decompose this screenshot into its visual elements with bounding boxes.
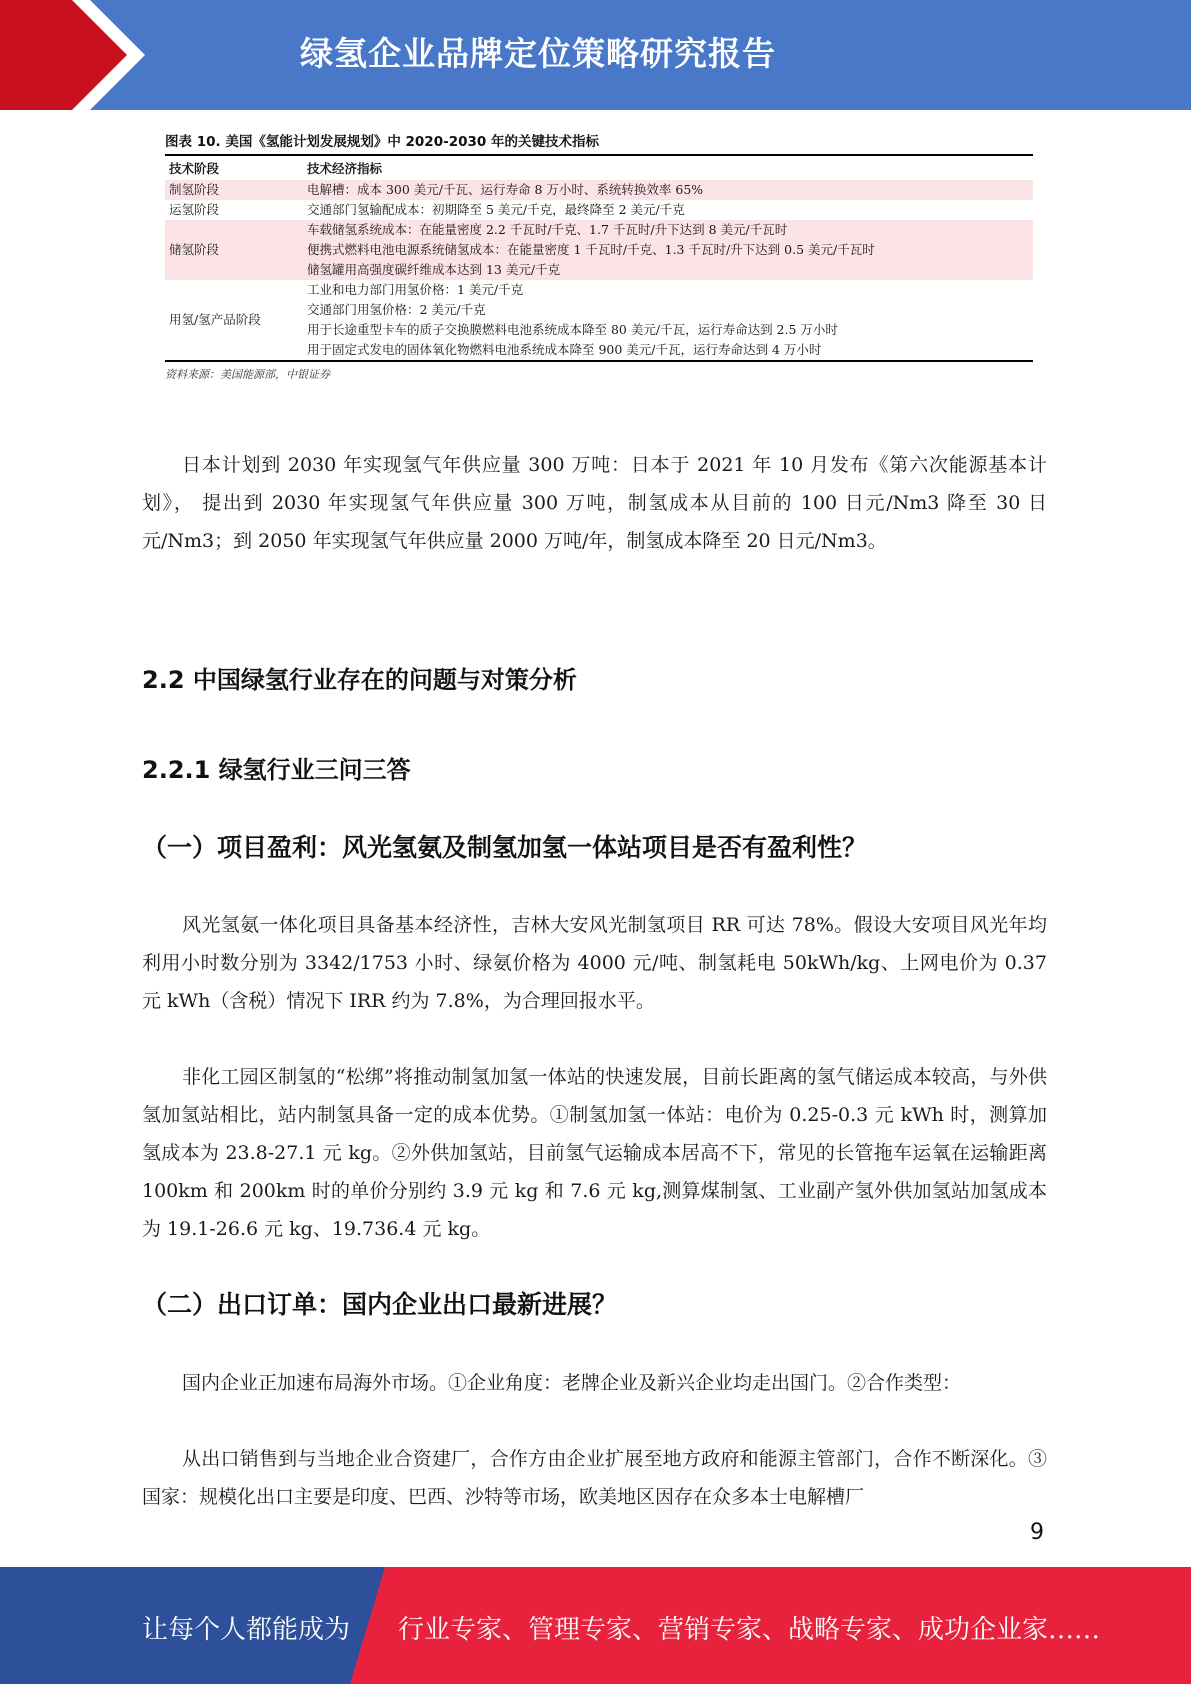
- indicator-cell: [303, 220, 1033, 280]
- indicator-line: 储氢罐用高强度碳纤维成本达到 13 美元/千克: [307, 262, 561, 277]
- table-row: [165, 280, 1033, 361]
- figure-table-10: [165, 130, 1033, 382]
- stage-cell: 运氢阶段: [169, 202, 220, 217]
- indicator-line: 交通部门用氢价格：2 美元/千克: [307, 302, 486, 317]
- figure-source: 资料来源：美国能源部，中银证券: [165, 368, 330, 381]
- indicator-line: 车载储氢系统成本：在能量密度 2.2 千瓦时/千克、1.7 千瓦时/升下达到 8 美元/千瓦时: [307, 222, 788, 237]
- indicator-line: 交通部门氢输配成本：初期降至 5 美元/千克，最终降至 2 美元/千克: [307, 202, 685, 217]
- question-heading-2: （二）出口订单：国内企业出口最新进展？: [142, 1290, 618, 1319]
- header-arrow-decoration: [0, 0, 150, 110]
- paragraph-project-profit: 风光氢氨一体化项目具备基本经济性，吉林大安风光制氢项目 RR 可达 78%。假设大安项目风光年均利用小时数分别为 3342/1753 小时、绿氨价格为 4000 元/吨、制氢耗电 50kWh/kg、上网电价为 0.37 元 kWh（含税）情况下 IRR 约为 7.8%，为合理回报水平。: [142, 914, 1047, 1012]
- header-title: 绿氢企业品牌定位策略研究报告: [300, 34, 776, 73]
- indicator-cell: [303, 180, 1033, 200]
- section-heading-2-2: 2.2 中国绿氢行业存在的问题与对策分析: [142, 666, 577, 694]
- figure-title: 图表 10. 美国《氢能计划发展规划》中 2020-2030 年的关键技术指标: [165, 134, 599, 150]
- table-row: [165, 200, 1033, 220]
- footer-slogan-left: 让每个人都能成为: [142, 1615, 351, 1645]
- paragraph-station-cost: 非化工园区制氢的“松绑”将推动制氢加氢一体站的快速发展，目前长距离的氢气储运成本较高，与外供氢加氢站相比，站内制氢具备一定的成本优势。①制氢加氢一体站：电价为 0.25-0.3 元 kWh 时，测算加氢成本为 23.8-27.1 元 kg。②外供加氢站，目前氢气运输成本居高不下，常见的长管拖车运氧在运输距离 100km 和 200km 时的单价分别约 3.9 元 kg 和 7.6 元 kg,测算煤制氢、工业副产氢外供加氢站加氢成本为 19.1-26.6 元 kg、19.736.4 元 kg。: [142, 1066, 1047, 1240]
- stage-cell: 制氢阶段: [165, 180, 303, 200]
- indicator-line: 用于长途重型卡车的质子交换膜燃料电池系统成本降至 80 美元/千瓦，运行寿命达到 2.5 万小时: [307, 322, 838, 337]
- page-footer: [0, 1567, 1191, 1684]
- indicator-line: 用于固定式发电的固体氧化物燃料电池系统成本降至 900 美元/千瓦，运行寿命达到 4 万小时: [307, 342, 822, 357]
- indicator-table: [165, 154, 1033, 362]
- paragraph-overseas-2: 从出口销售到与当地企业合资建厂，合作方由企业扩展至地方政府和能源主管部门，合作不断深化。③国家：规模化出口主要是印度、巴西、沙特等市场，欧美地区因存在众多本士电解槽厂: [142, 1448, 1047, 1508]
- paragraph-japan-plan: 日本计划到 2030 年实现氢气年供应量 300 万吨：日本于 2021 年 10 月发布《第六次能源基本计划》， 提出到 2030 年实现氢气年供应量 300 万吨，制氢成本从目前的 100 日元/Nm3 降至 30 日元/Nm3；到 2050 年实现氢气年供应量 2000 万吨/年，制氢成本降至 20 日元/Nm3。: [142, 454, 1047, 552]
- indicator-line: 电解槽：成本 300 美元/千瓦、运行寿命 8 万小时、系统转换效率 65%: [307, 182, 704, 197]
- indicator-cell: [303, 280, 1033, 361]
- page-header: [0, 0, 1191, 110]
- stage-cell: 储氢阶段: [165, 220, 303, 280]
- indicator-line: 工业和电力部门用氢价格：1 美元/千克: [307, 282, 524, 297]
- table-row: [165, 180, 1033, 200]
- page-number: 9: [1030, 1520, 1044, 1545]
- stage-cell: 用氢/氢产品阶段: [165, 280, 303, 361]
- section-heading-2-2-1: 2.2.1 绿氢行业三问三答: [142, 756, 411, 784]
- indicator-cell: [303, 200, 1033, 220]
- footer-slogan-right: 行业专家、管理专家、营销专家、战略专家、成功企业家……: [398, 1615, 1101, 1645]
- indicator-line: 便携式燃料电池电源系统储氢成本：在能量密度 1 千瓦时/千克、1.3 千瓦时/升下达到 0.5 美元/千瓦时: [307, 242, 875, 257]
- column-header-indicator: 技术经济指标: [307, 161, 383, 176]
- column-header-stage: 技术阶段: [169, 161, 220, 176]
- table-row: [165, 220, 1033, 280]
- question-heading-1: （一）项目盈利：风光氢氨及制氢加氢一体站项目是否有盈利性？: [142, 833, 868, 862]
- paragraph-overseas-1: 国内企业正加速布局海外市场。①企业角度：老牌企业及新兴企业均走出国门。②合作类型：: [182, 1372, 962, 1394]
